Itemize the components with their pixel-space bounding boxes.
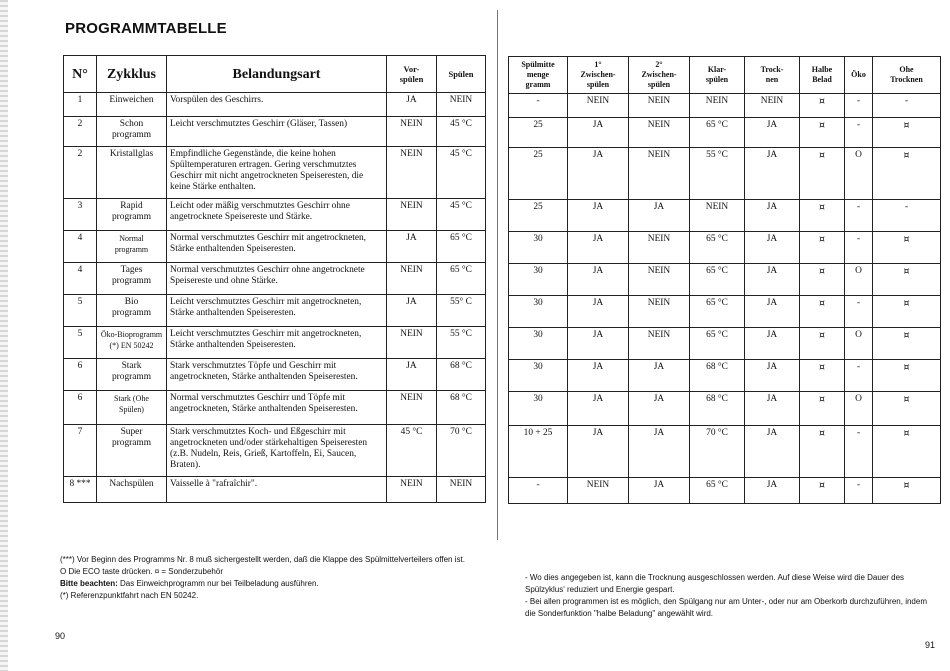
details-cell: ¤ [873, 232, 941, 264]
footnote-line [60, 578, 480, 590]
table-row [509, 478, 941, 504]
details-cell: JA [629, 426, 690, 478]
details-cell: NEIN [745, 94, 800, 118]
row-vorspuelen: JA [387, 93, 437, 117]
footnote-bold-prefix: Bitte beachten: [60, 579, 118, 588]
table-row [64, 231, 486, 263]
row-nr: 7 [64, 425, 97, 477]
details-cell: 30 [509, 264, 568, 296]
row-belandungsart: Leicht oder mäßig verschmutztes Geschirr ohne angetrocknete Speisereste und Stärke. [167, 199, 387, 231]
details-cell: 65 °C [690, 296, 745, 328]
row-nr: 8 *** [64, 477, 97, 503]
details-table-header [509, 57, 941, 94]
details-header-cell: 1° Zwischen- spülen [568, 57, 629, 94]
row-belandungsart: Stark verschmutztes Töpfe und Geschirr mit angetrockneten, Stärke anthaltenden Speiseresten. [167, 359, 387, 391]
details-cell: - [873, 200, 941, 232]
row-zyklus: Schon programm [97, 117, 167, 147]
details-cell: JA [745, 264, 800, 296]
program-table [63, 55, 486, 503]
details-header-cell: Trock- nen [745, 57, 800, 94]
details-cell: ¤ [800, 148, 845, 200]
row-nr: 1 [64, 93, 97, 117]
row-spuelen: NEIN [437, 93, 486, 117]
details-header-cell: Ohe Trocknen [873, 57, 941, 94]
details-cell: ¤ [800, 232, 845, 264]
row-spuelen: 45 °C [437, 147, 486, 199]
details-cell: - [509, 94, 568, 118]
footnote-line: (*) Referenzpunktfahrt nach EN 50242. [60, 591, 199, 600]
row-belandungsart: Leicht verschmutztes Geschirr (Gläser, Tassen) [167, 117, 387, 147]
table-row [64, 263, 486, 295]
table-row [509, 232, 941, 264]
details-cell: 65 °C [690, 264, 745, 296]
details-cell: NEIN [629, 296, 690, 328]
details-cell: JA [629, 360, 690, 392]
details-cell: JA [568, 200, 629, 232]
row-zyklus: Öko-Bioprogramm (*) EN 50242 [97, 327, 167, 359]
details-cell: - [845, 296, 873, 328]
details-header-cell: Halbe Belad [800, 57, 845, 94]
details-cell: 30 [509, 296, 568, 328]
row-vorspuelen: NEIN [387, 477, 437, 503]
details-cell: O [845, 392, 873, 426]
details-header-cell: Spülmitte menge gramm [509, 57, 568, 94]
details-cell: ¤ [873, 478, 941, 504]
row-belandungsart: Normal verschmutztes Geschirr ohne angetrocknete Speisereste und ohne Stärke. [167, 263, 387, 295]
row-zyklus: Super programm [97, 425, 167, 477]
row-vorspuelen: NEIN [387, 117, 437, 147]
row-spuelen: 45 °C [437, 117, 486, 147]
details-cell: O [845, 328, 873, 360]
table-row [509, 328, 941, 360]
row-belandungsart: Leicht verschmutztes Geschirr mit angetrockneten, Stärke anthaltenden Speiseresten. [167, 295, 387, 327]
details-cell: 55 °C [690, 148, 745, 200]
details-cell: NEIN [629, 148, 690, 200]
details-cell: - [509, 478, 568, 504]
table-row [509, 264, 941, 296]
details-cell: JA [745, 392, 800, 426]
row-belandungsart: Vaisselle à "rafraîchir". [167, 477, 387, 503]
row-belandungsart: Leicht verschmutztes Geschirr mit angetrockneten, Stärke anthaltenden Speiseresten. [167, 327, 387, 359]
details-cell: 25 [509, 200, 568, 232]
row-vorspuelen: 45 °C [387, 425, 437, 477]
row-belandungsart: Normal verschmutztes Geschirr und Töpfe mit angetrockneten, Stärke anthaltenden Speiseresten. [167, 391, 387, 425]
details-cell: 65 °C [690, 118, 745, 148]
details-cell: - [845, 360, 873, 392]
details-cell: NEIN [629, 328, 690, 360]
details-cell: JA [568, 360, 629, 392]
details-cell: - [845, 478, 873, 504]
row-belandungsart: Normal verschmutztes Geschirr mit angetrockneten, Stärke enthaltenden Speiseresten. [167, 231, 387, 263]
details-cell: NEIN [629, 94, 690, 118]
details-cell: ¤ [800, 264, 845, 296]
row-belandungsart: Stark verschmutztes Koch- und Eßgeschirr mit angetrockneten und/oder stärkehaltigen Speiseresten (z.B. Nudeln, Reis, Grieß, Kartoffeln, Ei, Saucen, Braten). [167, 425, 387, 477]
page-title: PROGRAMMTABELLE [65, 20, 227, 37]
row-vorspuelen: NEIN [387, 147, 437, 199]
row-vorspuelen: NEIN [387, 391, 437, 425]
details-header-cell: Öko [845, 57, 873, 94]
row-vorspuelen: JA [387, 231, 437, 263]
details-cell: JA [745, 200, 800, 232]
row-zyklus: Kristallglas [97, 147, 167, 199]
details-cell: ¤ [800, 392, 845, 426]
details-cell: - [845, 94, 873, 118]
details-cell: NEIN [629, 232, 690, 264]
details-cell: JA [745, 360, 800, 392]
footnote-line: (***) Vor Beginn des Programms Nr. 8 muß sichergestellt werden, daß die Klappe des Spülmittelverteilers offen ist. [60, 555, 465, 564]
note-line: - Bei allen programmen ist es möglich, den Spülgang nur am Unter-, oder nur am Oberkorb durchzuführen, indem die Sonderfunktion "halbe Beladung" angewählt wird. [525, 597, 927, 618]
row-nr: 6 [64, 391, 97, 425]
details-cell: 30 [509, 328, 568, 360]
header-nr: N° [64, 56, 97, 93]
details-cell: NEIN [690, 200, 745, 232]
page-number: 91 [925, 640, 936, 650]
details-cell: 30 [509, 360, 568, 392]
details-cell: JA [745, 328, 800, 360]
header-belandungsart: Belandungsart [167, 56, 387, 93]
details-cell: JA [745, 232, 800, 264]
row-belandungsart: Empfindliche Gegenstände, die keine hohen Spültemperaturen ertragen. Gering verschmutztes Geschirr mit nicht angetrockneten Speiseresten, die keine Stärke enthalten. [167, 147, 387, 199]
table-row [64, 199, 486, 231]
details-cell: ¤ [873, 264, 941, 296]
table-row [509, 392, 941, 426]
details-cell: NEIN [629, 264, 690, 296]
details-cell: ¤ [800, 94, 845, 118]
table-row [509, 426, 941, 478]
row-zyklus: Tages programm [97, 263, 167, 295]
details-cell: - [845, 232, 873, 264]
details-cell: 30 [509, 392, 568, 426]
details-cell: JA [745, 478, 800, 504]
left-footnotes [60, 554, 480, 602]
details-header-cell: 2° Zwischen- spülen [629, 57, 690, 94]
table-row [509, 296, 941, 328]
details-cell: 70 °C [690, 426, 745, 478]
details-cell: JA [568, 328, 629, 360]
row-vorspuelen: NEIN [387, 263, 437, 295]
row-vorspuelen: JA [387, 359, 437, 391]
details-cell: JA [568, 392, 629, 426]
details-cell: 65 °C [690, 328, 745, 360]
details-cell: O [845, 148, 873, 200]
details-cell: ¤ [873, 392, 941, 426]
row-spuelen: 70 °C [437, 425, 486, 477]
details-cell: ¤ [873, 328, 941, 360]
details-cell: JA [629, 392, 690, 426]
row-zyklus: Normal programm [97, 231, 167, 263]
details-cell: JA [745, 148, 800, 200]
row-zyklus: Rapid programm [97, 199, 167, 231]
table-row [64, 327, 486, 359]
page-number: 90 [55, 631, 66, 641]
details-cell: NEIN [690, 94, 745, 118]
details-cell: 68 °C [690, 360, 745, 392]
details-cell: 10 + 25 [509, 426, 568, 478]
row-vorspuelen: NEIN [387, 199, 437, 231]
right-page [497, 0, 950, 671]
details-cell: NEIN [568, 478, 629, 504]
row-spuelen: 45 °C [437, 199, 486, 231]
row-spuelen: 68 °C [437, 391, 486, 425]
row-belandungsart: Vorspülen des Geschirrs. [167, 93, 387, 117]
details-cell: 65 °C [690, 232, 745, 264]
row-nr: 5 [64, 327, 97, 359]
details-cell: NEIN [629, 118, 690, 148]
row-nr: 2 [64, 147, 97, 199]
table-row [509, 148, 941, 200]
details-cell: JA [629, 478, 690, 504]
details-cell: - [845, 426, 873, 478]
details-cell: JA [568, 148, 629, 200]
table-row [509, 118, 941, 148]
details-cell: 65 °C [690, 478, 745, 504]
footnote-line: O Die ECO taste drücken. ¤ = Sonderzubehör [60, 567, 223, 576]
table-row [64, 93, 486, 117]
row-nr: 6 [64, 359, 97, 391]
note-line: - Wo dies angegeben ist, kann die Trocknung ausgeschlossen werden. Auf diese Weise wird die Dauer des Spülzyklus' reduziert und Energie gespart. [525, 573, 905, 594]
row-spuelen: NEIN [437, 477, 486, 503]
details-cell: JA [568, 264, 629, 296]
details-cell: - [845, 118, 873, 148]
details-cell: ¤ [873, 148, 941, 200]
details-cell: ¤ [800, 426, 845, 478]
table-row [64, 391, 486, 425]
row-zyklus: Stark (Ohe Spülen) [97, 391, 167, 425]
details-cell: 68 °C [690, 392, 745, 426]
details-cell: O [845, 264, 873, 296]
row-spuelen: 65 °C [437, 231, 486, 263]
row-nr: 2 [64, 117, 97, 147]
row-nr: 4 [64, 263, 97, 295]
program-table-header [64, 56, 486, 93]
details-cell: - [845, 200, 873, 232]
table-row [64, 425, 486, 477]
table-row [509, 94, 941, 118]
row-zyklus: Stark programm [97, 359, 167, 391]
details-cell: JA [745, 426, 800, 478]
details-cell: JA [568, 426, 629, 478]
table-row [64, 295, 486, 327]
details-cell: JA [568, 232, 629, 264]
details-header-cell: Klar- spülen [690, 57, 745, 94]
details-cell: 30 [509, 232, 568, 264]
row-spuelen: 68 °C [437, 359, 486, 391]
table-row [64, 359, 486, 391]
row-nr: 3 [64, 199, 97, 231]
table-row [64, 117, 486, 147]
details-cell: ¤ [873, 296, 941, 328]
table-row [509, 360, 941, 392]
details-cell: JA [629, 200, 690, 232]
header-vorspuelen: Vor- spülen [387, 56, 437, 93]
details-cell: ¤ [873, 360, 941, 392]
details-cell: - [873, 94, 941, 118]
details-cell: JA [568, 118, 629, 148]
row-zyklus: Einweichen [97, 93, 167, 117]
row-spuelen: 55 °C [437, 327, 486, 359]
details-cell: JA [745, 296, 800, 328]
details-cell: ¤ [800, 200, 845, 232]
row-nr: 5 [64, 295, 97, 327]
header-zyklus: Zykklus [97, 56, 167, 93]
details-cell: 25 [509, 148, 568, 200]
details-cell: 25 [509, 118, 568, 148]
details-cell: ¤ [800, 118, 845, 148]
details-cell: ¤ [800, 478, 845, 504]
right-notes [525, 572, 935, 620]
row-vorspuelen: NEIN [387, 327, 437, 359]
details-cell: ¤ [800, 328, 845, 360]
row-vorspuelen: JA [387, 295, 437, 327]
footnote-text: Das Einweichprogramm nur bei Teilbeladung ausführen. [120, 579, 319, 588]
row-nr: 4 [64, 231, 97, 263]
details-cell: JA [745, 118, 800, 148]
details-cell: ¤ [873, 118, 941, 148]
details-cell: ¤ [873, 426, 941, 478]
table-row [64, 147, 486, 199]
details-cell: JA [568, 296, 629, 328]
header-spuelen: Spülen [437, 56, 486, 93]
row-spuelen: 65 °C [437, 263, 486, 295]
table-row [64, 477, 486, 503]
row-zyklus: Bio programm [97, 295, 167, 327]
table-row [509, 200, 941, 232]
row-spuelen: 55° C [437, 295, 486, 327]
details-cell: ¤ [800, 296, 845, 328]
details-cell: ¤ [800, 360, 845, 392]
program-details-table [508, 56, 941, 504]
row-zyklus: Nachspülen [97, 477, 167, 503]
details-cell: NEIN [568, 94, 629, 118]
